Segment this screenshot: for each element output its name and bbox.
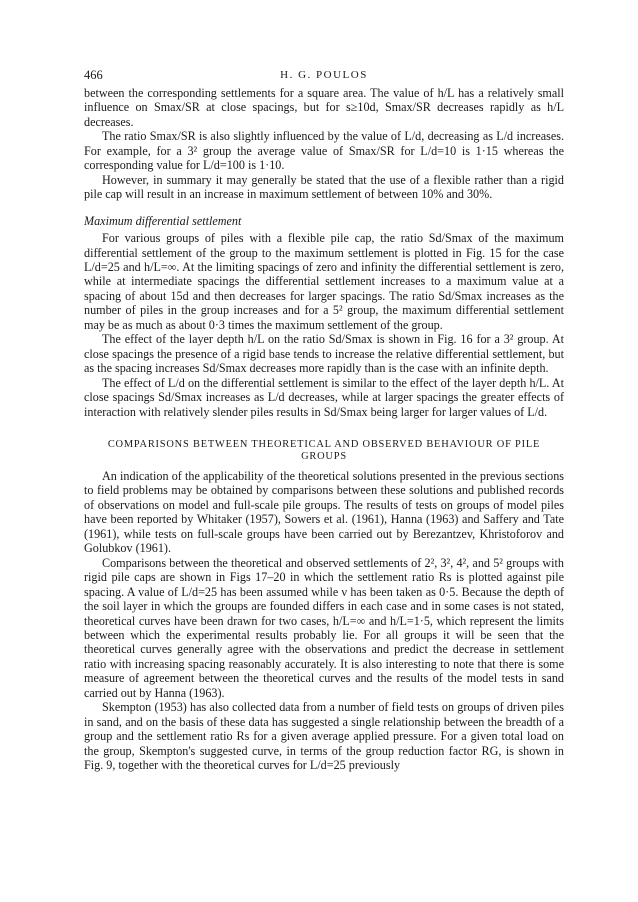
running-head-author: H. G. POULOS xyxy=(280,69,368,81)
paragraph-comparisons-2: Comparisons between the theoretical and observed settlements of 2², 3², 4², and 5² groups with rigid pile caps are shown in Figs 17–20 in which the settlement ratio Rs is plotted against pile spacing. A value of L/d=25 has been assumed while ν has been taken as 0·5. Because the depth of the soil layer in which the groups are founded differs in each case and in some cases is not stated, theoretical curves have been drawn for two cases, h/L=∞ and h/L=1·5, which represent the limits between which the experimental results probably lie. For all groups it will be seen that the theoretical curves generally agree with the observations and predict the decrease in settlement ratio with increasing spacing reasonably accurately. It is also interesting to note that there is some measure of agreement between the theoretical curves and the results of the model tests in sand carried out by Hanna (1963). xyxy=(84,555,564,700)
paragraph-intro-ratio: The ratio Smax/SR is also slightly influenced by the value of L/d, decreasing as L/d increases. For example, for a 3² group the average value of Smax/SR for L/d=10 is 1·15 whereas the corresponding value for L/d=100 is 1·10. xyxy=(84,129,564,173)
paragraph-differential-2: The effect of the layer depth h/L on the ratio Sd/Smax is shown in Fig. 16 for a 3² group. At close spacings the presence of a rigid base tends to increase the relative differential settlement, but as the spacing increases Sd/Smax decreases more rapidly than is the case with an infinite depth. xyxy=(84,332,564,376)
paragraph-comparisons-1: An indication of the applicability of the theoretical solutions presented in the previous sections to field problems may be obtained by comparisons between these solutions and published records of observations on model and full-scale pile groups. The results of tests on groups of model piles have been reported by Whitaker (1957), Sowers et al. (1961), Hanna (1963) and Saffery and Tate (1961), while tests on full-scale groups have been carried out by Berezantzev, Khristoforov and Golubkov (1961). xyxy=(84,468,564,556)
page-number: 466 xyxy=(84,68,103,82)
page-header xyxy=(84,68,564,84)
body-text xyxy=(84,86,564,772)
section-heading-comparisons: COMPARISONS BETWEEN THEORETICAL AND OBSERVED BEHAVIOUR OF PILE GROUPS xyxy=(107,438,541,462)
paragraph-differential-3: The effect of L/d on the differential settlement is similar to the effect of the layer depth h/L. At close spacings Sd/Smax increases as L/d decreases, while at larger spacings the greater effects of interaction with relatively slender piles results in Sd/Smax being larger for larger values of L/d. xyxy=(84,375,564,419)
paragraph-differential-1: For various groups of piles with a flexible pile cap, the ratio Sd/Smax of the maximum differential settlement of the group to the maximum settlement is plotted in Fig. 15 for the case L/d=25 and h/L=∞. At the limiting spacings of zero and infinity the differential settlement is zero, while at intermediate spacings the differential settlement increases to a maximum value at a spacing of about 15d and then decreases for larger spacings. The ratio Sd/Smax increases as the number of piles in the group increases and for a 5² group, the maximum differential settlement may be as much as about 0·3 times the maximum settlement of the group. xyxy=(84,231,564,332)
paragraph-comparisons-3: Skempton (1953) has also collected data from a number of field tests on groups of driven piles in sand, and on the basis of these data has suggested a single relationship between the breadth of a group and the settlement ratio Rs for a given average applied pressure. For a given total load on the group, Skempton's suggested curve, in terms of the group reduction factor RG, is shown in Fig. 9, together with the theoretical curves for L/d=25 previously xyxy=(84,700,564,773)
paragraph-intro-summary: However, in summary it may generally be stated that the use of a flexible rather than a rigid pile cap will result in an increase in maximum settlement of between 10% and 30%. xyxy=(84,172,564,202)
subheading-differential-settlement: Maximum differential settlement xyxy=(84,213,242,228)
paragraph-intro-continuation: between the corresponding settlements for a square area. The value of h/L has a relatively small influence on Smax/SR at close spacings, but for s≥10d, Smax/SR decreases rapidly as h/L decreases. xyxy=(84,86,564,129)
